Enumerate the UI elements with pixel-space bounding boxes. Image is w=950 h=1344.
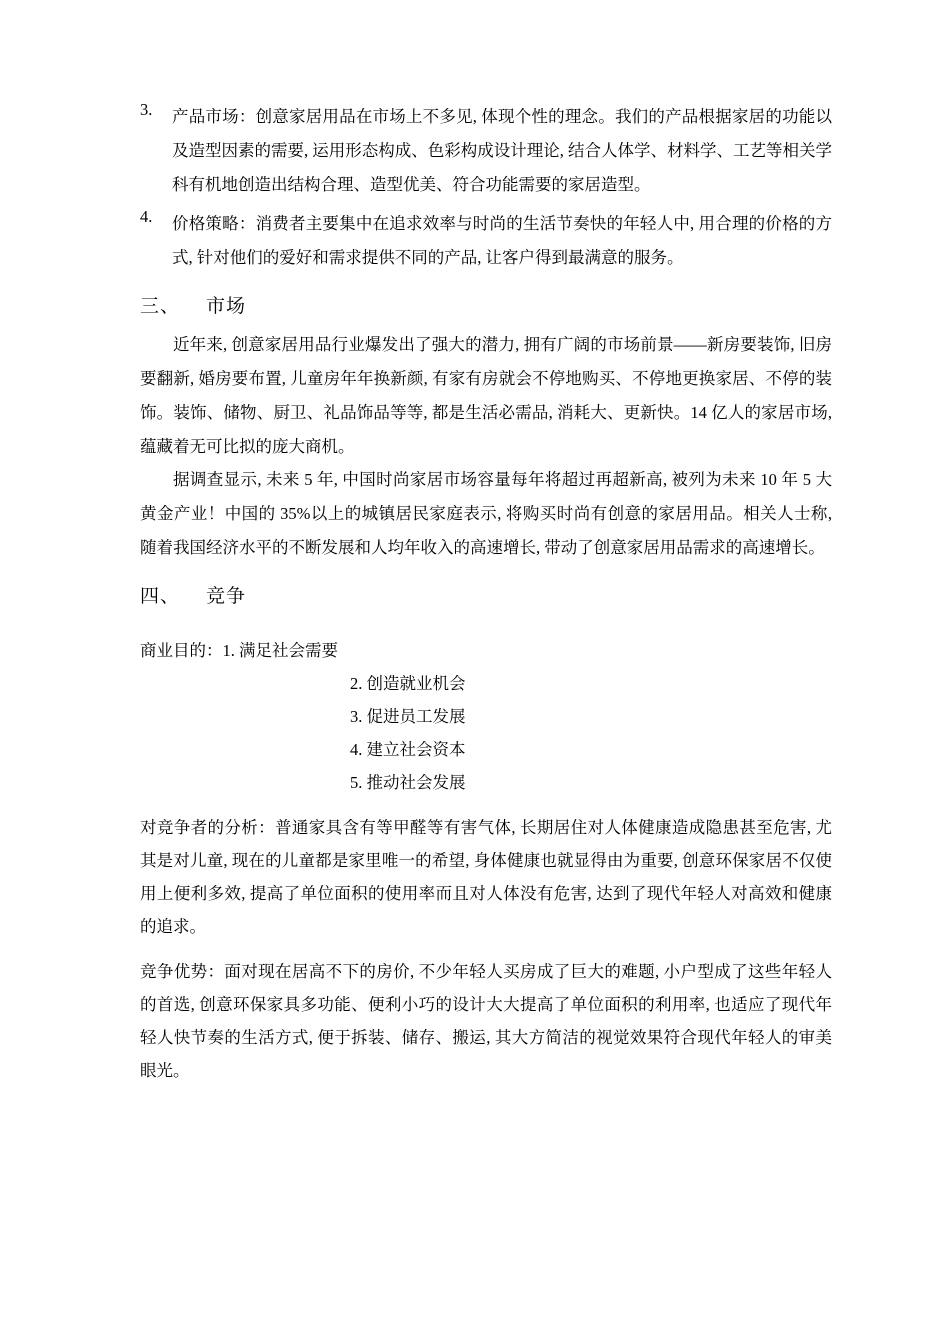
market-paragraph-1: 近年来, 创意家居用品行业爆发出了强大的潜力, 拥有广阔的市场前景——新房要装饰, 旧房要翻新, 婚房要布置, 儿童房年年换新颜, 有家有房就会不停地购买、不停地更换家居、不停的装饰。装饰、储物、厨卫、礼品饰品等等, 都是生活必需品, 消耗大、更新快。14 亿人的家居市场, 蕴藏着无可比拟的庞大商机。 [140,335,832,456]
list-item-body [172,207,832,275]
competitive-advantage-text: 面对现在居高不下的房价, 不少年轻人买房成了巨大的难题, 小户型成了这些年轻人的首选, 创意环保家具多功能、便利小巧的设计大大提高了单位面积的利用率, 也适应了现代年轻人快节奏的生活方式, 便于拆装、储存、搬运, 其大方简洁的视觉效果符合现代年轻人的审美眼光。 [140,961,833,1080]
list-item-body [172,100,832,201]
list-item [140,207,832,275]
business-purpose-item: 2. 创造就业机会 [350,673,466,693]
competitive-advantage [140,955,832,1087]
list-item-number: 4. [140,207,153,227]
business-purpose-item: 3. 促进员工发展 [350,706,466,726]
business-purpose-label: 商业目的： [140,640,223,660]
competitor-analysis-text: 普通家具含有等甲醛等有害气体, 长期居住对人体健康造成隐患甚至危害, 尤其是对儿童, 现在的儿童都是家里唯一的希望, 身体健康也就显得由为重要, 创意环保家居不仅使用上便利多效, 提高了单位面积的使用率而且对人体没有危害, 达到了现代年轻人对高效和健康的追求。 [140,817,833,936]
competitor-analysis-label: 对竞争者的分析： [140,817,276,837]
heading-competition [140,581,832,608]
heading-market-title: 市场 [206,296,247,318]
competitive-advantage-label: 竞争优势： [140,961,225,981]
business-purpose-item: 4. 建立社会资本 [350,739,466,759]
list-item-label: 产品市场： [172,107,256,126]
list-item-text: 创意家居用品在市场上不多见, 体现个性的理念。我们的产品根据家居的功能以及造型因素的需要, 运用形态构成、色彩构成设计理论, 结合人体学、材料学、工艺等相关学科有机地创造出结构合理、造型优美、符合功能需要的家居造型。 [172,107,833,194]
list-item [140,100,832,201]
heading-competition-title: 竞争 [206,585,247,607]
business-purpose-item: 1. 满足社会需要 [222,640,338,660]
heading-market-number: 三、 [140,296,181,318]
business-purpose-block [140,634,832,799]
competitor-analysis [140,811,832,943]
list-item-number: 3. [140,100,153,119]
heading-competition-number: 四、 [140,585,181,607]
list-item-label: 价格策略： [172,214,256,234]
business-purpose-item: 5. 推动社会发展 [350,772,466,792]
market-paragraph-2: 据调查显示, 未来 5 年, 中国时尚家居市场容量每年将超过再超新高, 被列为未来 10 年 5 大黄金产业！中国的 35%以上的城镇居民家庭表示, 将购买时尚有创意的家居用品。相关人士称, 随着我国经济水平的不断发展和人均年收入的高速增长, 带动了创意家居用品需求的高速增长。 [140,470,832,557]
numbered-list [140,100,832,275]
heading-market [140,291,832,318]
business-purpose-first-row [140,634,832,667]
list-item-text: 消费者主要集中在追求效率与时尚的生活节奏快的年轻人中, 用合理的价格的方式, 针对他们的爱好和需求提供不同的产品, 让客户得到最满意的服务。 [172,214,833,268]
